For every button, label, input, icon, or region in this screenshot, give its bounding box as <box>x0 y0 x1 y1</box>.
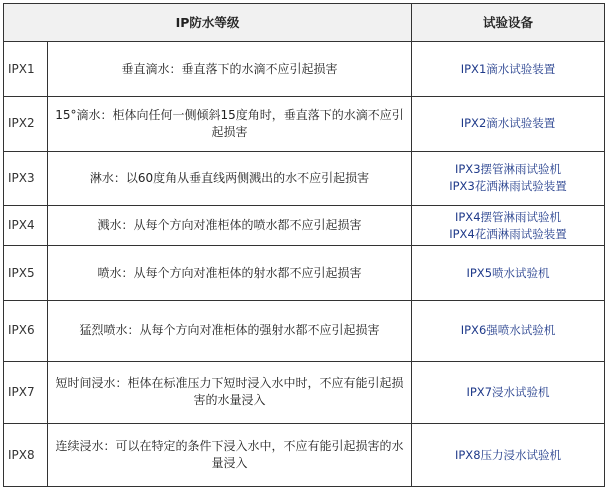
ip-code: IPX3 <box>4 151 48 206</box>
table-row <box>4 151 605 206</box>
equipment-cell <box>412 206 605 246</box>
ip-code: IPX6 <box>4 301 48 362</box>
equipment-cell <box>412 361 605 424</box>
ip-description: 猛烈喷水：从每个方向对准柜体的强射水都不应引起损害 <box>48 301 412 362</box>
ip-description: 垂直滴水：垂直落下的水滴不应引起损害 <box>48 42 412 97</box>
ip-code: IPX2 <box>4 96 48 151</box>
equipment-name: IPX5喷水试验机 <box>466 265 550 280</box>
equipment-cell <box>412 424 605 487</box>
table-row <box>4 361 605 424</box>
ip-description: 淋水：以60度角从垂直线两侧溅出的水不应引起损害 <box>48 151 412 206</box>
ip-code: IPX8 <box>4 424 48 487</box>
equipment-name: IPX6强喷水试验机 <box>460 323 556 338</box>
table-row <box>4 96 605 151</box>
ip-description: 溅水：从每个方向对准柜体的喷水都不应引起损害 <box>48 206 412 246</box>
ip-description: 喷水：从每个方向对准柜体的射水都不应引起损害 <box>48 246 412 301</box>
equipment-cell <box>412 96 605 151</box>
table-row <box>4 206 605 246</box>
table-row <box>4 424 605 487</box>
header-equipment: 试验设备 <box>412 4 605 42</box>
equipment-cell <box>412 151 605 206</box>
equipment-name: IPX3花洒淋雨试验装置 <box>449 179 567 194</box>
equipment-cell <box>412 301 605 362</box>
header-grade: IP防水等级 <box>4 4 412 42</box>
equipment-name: IPX3摆管淋雨试验机 <box>454 162 562 177</box>
equipment-cell <box>412 42 605 97</box>
ip-description: 短时间浸水：柜体在标准压力下短时浸入水中时，不应有能引起损害的水量浸入 <box>48 361 412 424</box>
ip-code: IPX7 <box>4 361 48 424</box>
table-row <box>4 301 605 362</box>
equipment-name: IPX8压力浸水试验机 <box>454 447 562 462</box>
ip-code: IPX1 <box>4 42 48 97</box>
table-row <box>4 42 605 97</box>
ip-waterproof-table <box>3 3 605 487</box>
equipment-name: IPX4花洒淋雨试验装置 <box>449 226 567 241</box>
table-row <box>4 246 605 301</box>
table-header-row <box>4 4 605 42</box>
equipment-name: IPX1滴水试验装置 <box>460 61 556 76</box>
ip-description: 连续浸水：可以在特定的条件下浸入水中，不应有能引起损害的水量浸入 <box>48 424 412 487</box>
ip-description: 15°滴水：柜体向任何一侧倾斜15度角时，垂直落下的水滴不应引起损害 <box>48 96 412 151</box>
equipment-name: IPX7浸水试验机 <box>466 384 550 399</box>
ip-code: IPX5 <box>4 246 48 301</box>
equipment-name: IPX4摆管淋雨试验机 <box>454 209 562 224</box>
ip-code: IPX4 <box>4 206 48 246</box>
equipment-name: IPX2滴水试验装置 <box>460 116 556 131</box>
equipment-cell <box>412 246 605 301</box>
